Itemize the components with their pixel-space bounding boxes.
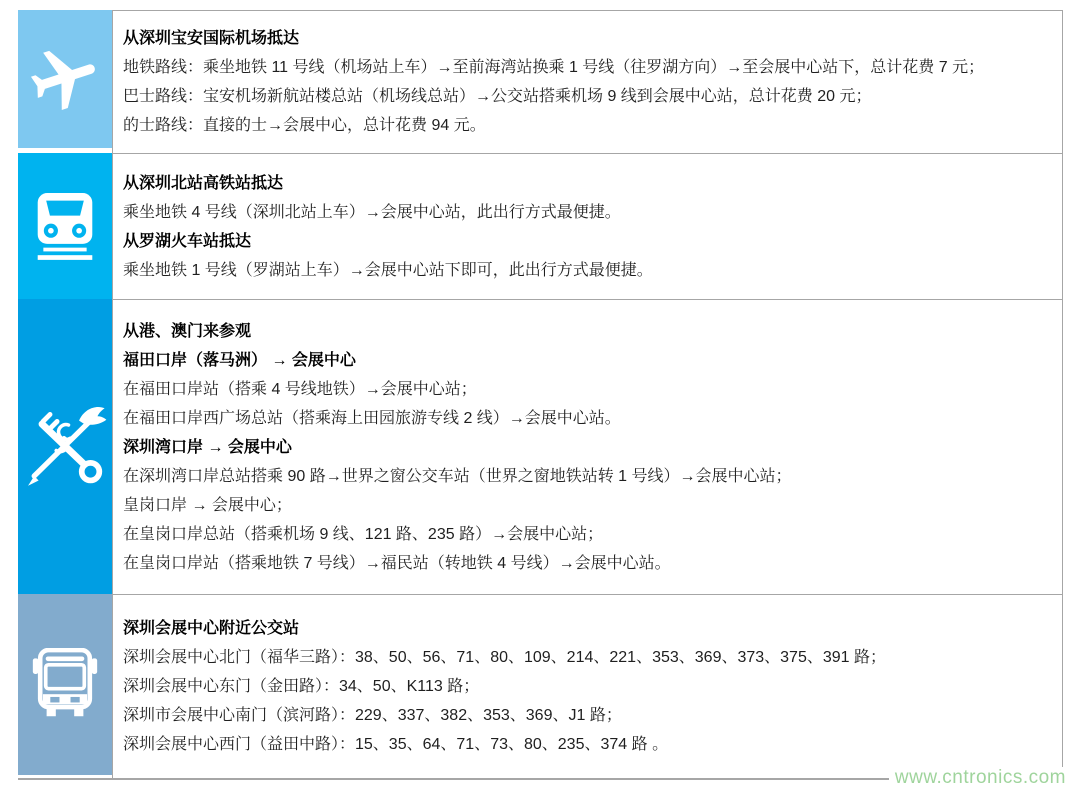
route-line: 在皇岗口岸总站（搭乘机场 9 线、121 路、235 路）→会展中心站； <box>123 525 604 543</box>
train-icon <box>33 191 97 261</box>
route-line: 皇岗口岸 → 会展中心； <box>123 496 292 514</box>
watermark: www.cntronics.com <box>889 767 1066 789</box>
rail-icon-panel <box>18 153 112 299</box>
route-line: 在皇岗口岸站（搭乘地铁 7 号线）→福民站（转地铁 4 号线）→会展中心站。 <box>123 554 671 572</box>
section-title: 从港、澳门来参观 <box>123 322 252 340</box>
route-line: 深圳市会展中心南门（滨河路）：229、337、382、353、369、J1 路； <box>123 707 622 724</box>
bus-icon-panel <box>18 594 112 775</box>
route-line: 在深圳湾口岸总站搭乘 90 路→世界之窗公交车站（世界之窗地铁站转 1 号线）→会展中心站； <box>123 467 792 485</box>
route-line: 深圳会展中心北门（福华三路）：38、50、56、71、80、109、214、221、353、369、373、375、391 路； <box>123 649 886 666</box>
section-title: 从深圳北站高铁站抵达 <box>123 174 284 192</box>
bus-content <box>112 594 1063 778</box>
route-line: 的士路线：直接的士→会展中心，总计花费 94 元。 <box>123 117 486 134</box>
route-line: 乘坐地铁 1 号线（罗湖站上车）→会展中心站下即可，此出行方式最便捷。 <box>123 261 653 279</box>
route-line: 在福田口岸西广场总站（搭乘海上田园旅游专线 2 线）→会展中心站。 <box>123 409 621 427</box>
route-line: 深圳会展中心西门（益田中路）：15、35、64、71、73、80、235、374 路 。 <box>123 736 669 753</box>
airport-icon-panel <box>18 10 112 148</box>
airport-content <box>112 10 1063 153</box>
section-title: 深圳会展中心附近公交站 <box>123 620 300 637</box>
section-airport <box>18 10 1063 153</box>
route-line: 乘坐地铁 4 号线（深圳北站上车）→会展中心站，此出行方式最便捷。 <box>123 203 621 221</box>
bus-icon <box>31 648 99 722</box>
section-hk-macau <box>18 299 1063 594</box>
customs-icon <box>21 403 109 491</box>
route-line: 在福田口岸站（搭乘 4 号线地铁）→会展中心站； <box>123 380 477 398</box>
hk-macau-content <box>112 299 1063 594</box>
airplane-icon <box>17 31 113 127</box>
section-rail <box>18 153 1063 299</box>
route-line: 深圳会展中心东门（金田路）：34、50、K113 路； <box>123 678 480 695</box>
customs-icon-panel <box>18 299 112 594</box>
route-line: 地铁路线：乘坐地铁 11 号线（机场站上车）→至前海湾站换乘 1 号线（往罗湖方向）→至会展中心站下，总计花费 7 元； <box>123 59 985 76</box>
subsection-title: 深圳湾口岸 → 会展中心 <box>123 438 292 456</box>
section-bus <box>18 594 1063 778</box>
subsection-title: 福田口岸（落马洲） → 会展中心 <box>123 351 356 369</box>
section-title: 从深圳宝安国际机场抵达 <box>123 30 300 47</box>
section-title: 从罗湖火车站抵达 <box>123 232 252 250</box>
rail-content <box>112 153 1063 299</box>
transport-info-table <box>18 10 1063 780</box>
route-line: 巴士路线：宝安机场新航站楼总站（机场线总站）→公交站搭乘机场 9 线到会展中心站，总计花费 20 元； <box>123 88 872 105</box>
